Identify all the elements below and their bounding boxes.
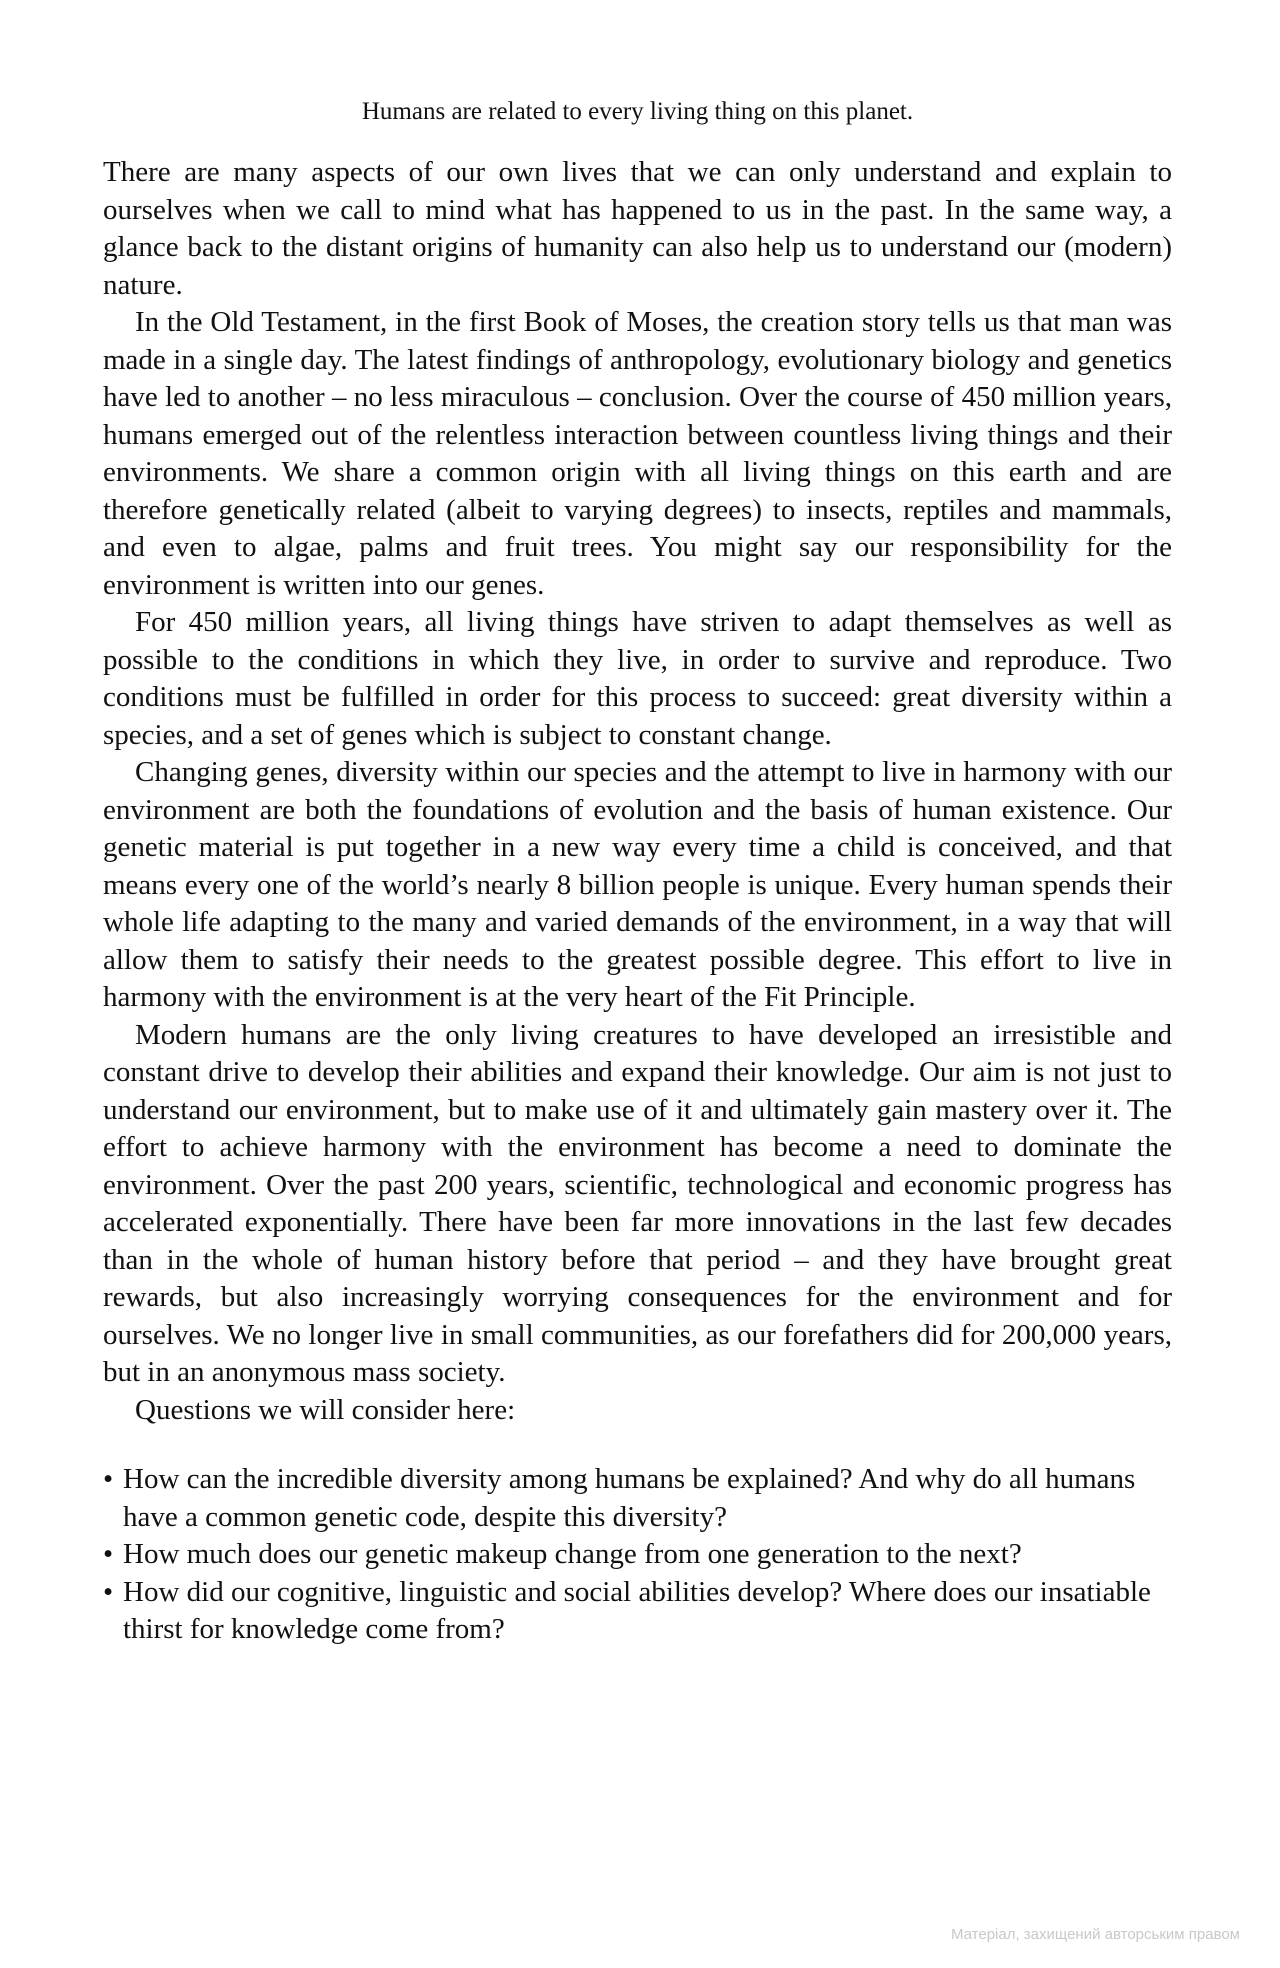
bullet-icon: • bbox=[103, 1575, 114, 1608]
paragraph: For 450 million years, all living things have striven to adapt themselves as well as possible to the conditions in which they live, in order to survive and reproduce. Two conditions must be fulfilled in order for this process to succeed: great diversity within a species, and a set of genes which is subject to constant change. bbox=[103, 606, 1172, 751]
paragraph: Modern humans are the only living creatures to have developed an irresistible and constant drive to develop their abilities and expand their knowledge. Our aim is not just to understand our environment, but to make use of it and ultimately gain mastery over it. The effort to achieve harmony with the environment has become a need to dominate the environment. Over the past 200 years, scientific, technological and economic progress has accelerated exponentially. There have been far more innovations in the last few decades than in the whole of human history before that period – and they have brought great rewards, but also increasingly worrying consequences for the environment and for ourselves. We no longer live in small communities, as our forefathers did for 200,000 years, but in an anonymous mass society. bbox=[103, 1018, 1172, 1388]
questions-intro: Questions we will consider here: bbox=[135, 1393, 516, 1426]
list-item: • How can the incredible diversity among humans be explained? And why do all humans have a common genetic code, despite this diversity? bbox=[103, 1463, 1136, 1533]
bullet-icon: • bbox=[103, 1463, 114, 1495]
questions-list bbox=[103, 1461, 1172, 1649]
paragraph: In the Old Testament, in the first Book of Moses, the creation story tells us that man was made in a single day. The latest findings of anthropology, evolutionary biology and genetics have led to another – no less miraculous – conclusion. Over the course of 450 million years, humans emerged out of the relentless interaction between countless living things and their environments. We share a common origin with all living things on this earth and are therefore genetically related (albeit to varying degrees) to insects, reptiles and mammals, and even to algae, palms and fruit trees. You might say our responsibility for the environment is written into our genes. bbox=[103, 306, 1172, 601]
body-text bbox=[103, 154, 1172, 1649]
paragraph: There are many aspects of our own lives that we can only understand and explain to ourselves when we call to mind what has happened to us in the past. In the same way, a glance back to the distant origins of humanity can also help us to understand our (modern) nature. bbox=[103, 156, 1172, 301]
copyright-watermark: Матеріал, захищений авторським правом bbox=[950, 1926, 1240, 1943]
list-item: • How did our cognitive, linguistic and social abilities develop? Where does our insatiable thirst for knowledge come from? bbox=[103, 1575, 1151, 1645]
list-item: • How much does our genetic makeup change from one generation to the next? bbox=[103, 1536, 1172, 1574]
paragraph: Changing genes, diversity within our species and the attempt to live in harmony with our environment are both the foundations of evolution and the basis of human existence. Our genetic material is put together in a new way every time a child is conceived, and that means every one of the world’s nearly 8 billion people is unique. Every human spends their whole life adapting to the many and varied demands of the environment, in a way that will allow them to satisfy their needs to the greatest possible degree. This effort to live in harmony with the environment is at the very heart of the Fit Principle. bbox=[103, 756, 1172, 1013]
running-head: Humans are related to every living thing on this planet. bbox=[361, 98, 914, 125]
bullet-icon: • bbox=[103, 1538, 114, 1570]
